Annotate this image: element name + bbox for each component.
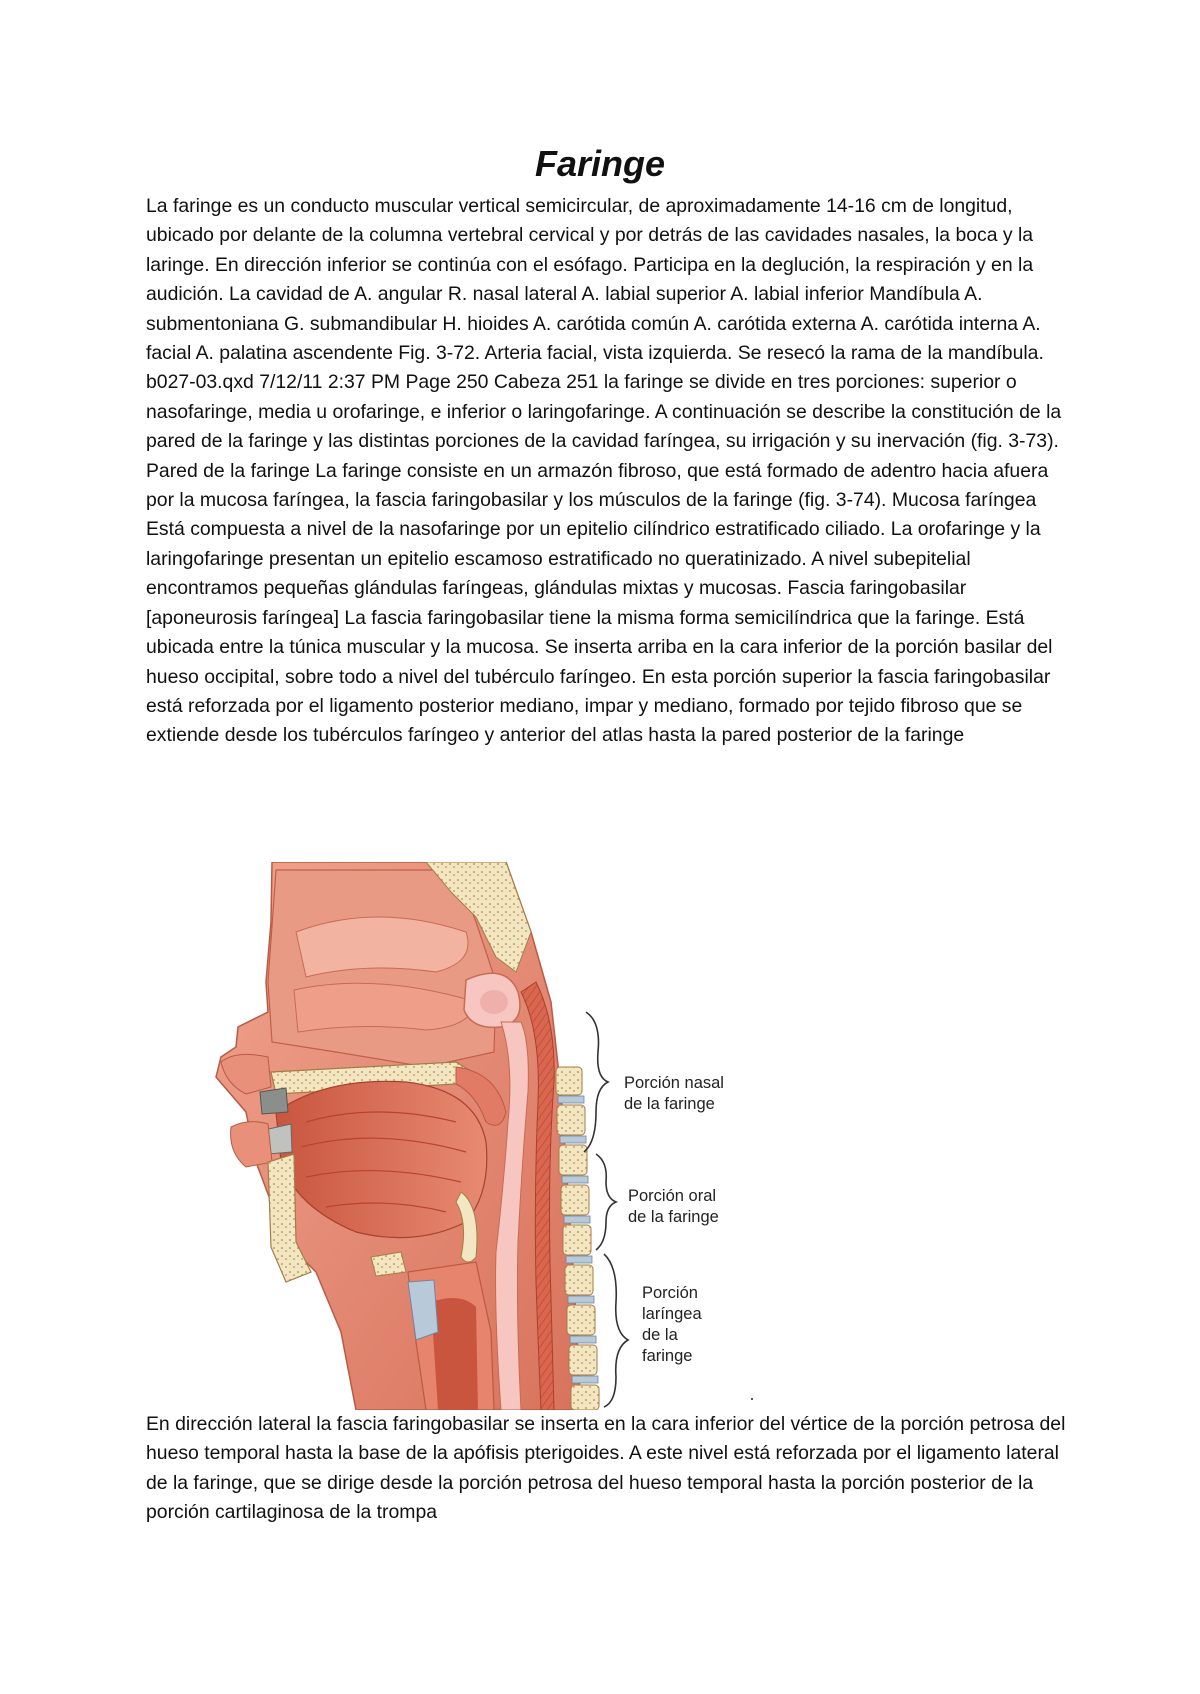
label-oral-line2: de la faringe — [628, 1208, 719, 1226]
paragraph-intro: La faringe es un conducto muscular vertical semicircular, de aproximadamente 14-16 cm de longitud, ubicado por delante de la columna vertebral cervical y por detrás de las cavidades nasales, la boca y la laringe. En dirección inferior se continúa con el esófago. Participa en la deglución, la respiración y en la audición. La cavidad de A. angular R. nasal lateral A. labial superior A. labial inferior Mandíbula A. submentoniana G. submandibular H. hioides A. carótida común A. carótida externa A. carótida interna A. facial A. palatina ascendente Fig. 3-72. Arteria facial, vista izquierda. Se resecó la rama de la mandíbula. b027-03.qxd 7/12/11 2:37 PM Page 250 Cabeza 251 la faringe se divide en tres porciones: superior o nasofaringe, media u orofaringe, e inferior o laringofaringe. A continuación se describe la constitución de la pared de la faringe y las distintas porciones de la cavidad faríngea, su irrigación y su inervación (fig. 3-73). Pared de la faringe La faringe consiste en un armazón fibroso, que está formado de adentro hacia afuera por la mucosa faríngea, la fascia faringobasilar y los músculos de la faringe (fig. 3-74). Mucosa faríngea Está compuesta a nivel de la nasofaringe por un epitelio cilíndrico estratificado ciliado. La orofaringe y la laringofaringe presentan un epitelio escamoso estratificado no queratinizado. A nivel subepitelial encontramos pequeñas glándulas faríngeas, glándulas mixtas y mucosas. Fascia faringobasilar [aponeurosis faríngea] La fascia faringobasilar tiene la misma forma semicilíndrica que la faringe. Está ubicada entre la túnica muscular y la mucosa. Se inserta arriba en la cara inferior de la porción basilar del hueso occipital, sobre todo a nivel del tubérculo faríngeo. En esta porción superior la fascia faringobasilar está reforzada por el ligamento posterior mediano, impar y mediano, formado por tejido fibroso que se extiende desde los tubérculos faríngeo y anterior del atlas hasta la pared posterior de la faringe — [146, 195, 1062, 747]
label-nasal-line2: de la faringe — [624, 1095, 715, 1113]
label-nasal-line1: Porción nasal — [624, 1074, 724, 1092]
stray-dot — [751, 1398, 753, 1400]
label-laryngeal-line4: faringe — [642, 1347, 693, 1365]
pharynx-sagittal-illustration — [176, 862, 746, 1410]
label-oral-line1: Porción oral — [628, 1187, 717, 1205]
pharynx-anatomy-figure — [176, 862, 746, 1410]
label-laryngeal-line1: Porción — [642, 1284, 698, 1302]
paragraph-lateral: En dirección lateral la fascia faringobasilar se inserta en la cara inferior del vértice de la porción petrosa del hueso temporal hasta la base de la apófisis pterigoides. A este nivel está reforzada por el ligamento lateral de la faringe, que se dirige desde la porción petrosa del hueso temporal hasta la porción posterior de la porción cartilaginosa de la trompa — [146, 1413, 1066, 1524]
page-title: Faringe — [534, 143, 666, 184]
brace-nasal — [584, 1012, 608, 1152]
upper-teeth — [260, 1088, 288, 1114]
lower-lip — [231, 1122, 272, 1167]
label-laryngeal-line3: de la — [642, 1326, 678, 1344]
nasal-conchae — [296, 917, 468, 977]
brace-oral — [596, 1154, 616, 1250]
label-laryngeal-line2: laríngea — [642, 1305, 702, 1323]
brace-laryngeal — [604, 1254, 628, 1407]
